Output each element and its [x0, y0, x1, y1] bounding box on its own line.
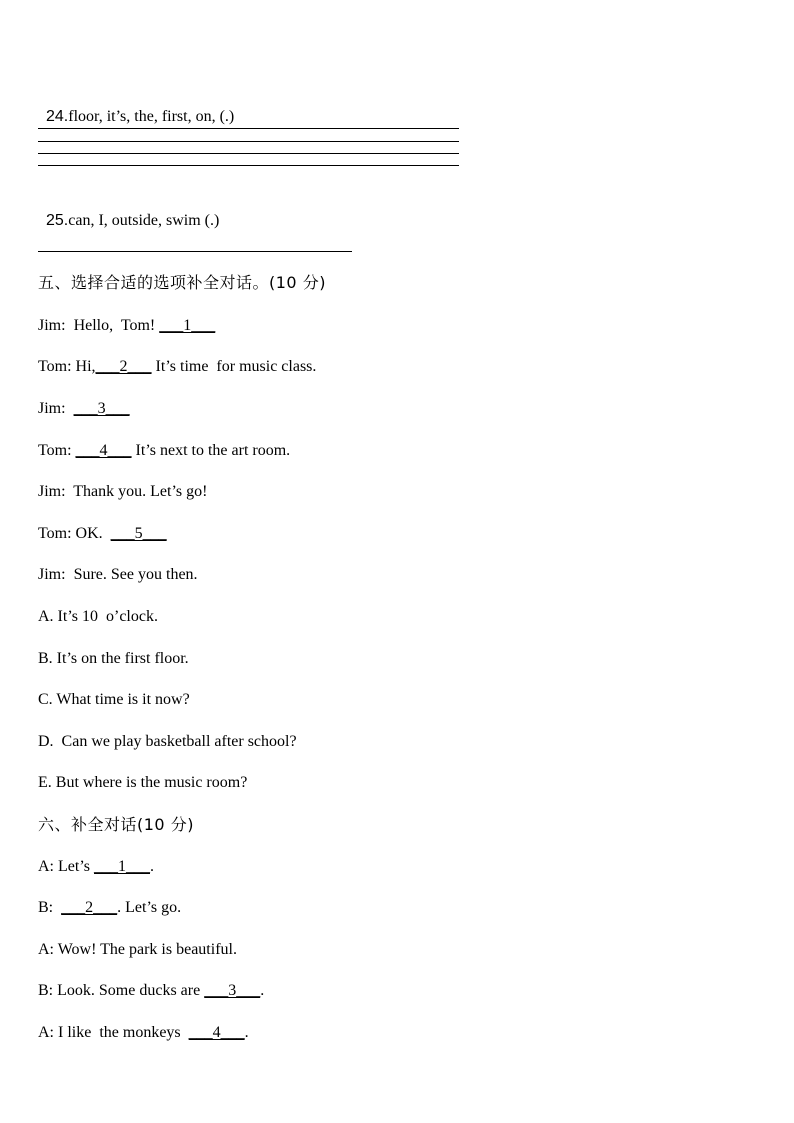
dialogue-line: Tom: Hi,___2___ It’s time for music class. — [38, 358, 317, 375]
answer-blank[interactable]: ___2___ — [95, 358, 152, 375]
answer-blank[interactable]: ___4___ — [188, 1024, 245, 1041]
dialogue-line: B: ___2___. Let’s go. — [38, 899, 182, 916]
dialogue-line: Jim: ___3___ — [38, 400, 130, 417]
question-text: can, I, outside, swim (.) — [68, 212, 220, 229]
dialogue-line: Jim: Hello, Tom! ___1___ — [38, 317, 216, 334]
answer-blank[interactable]: ___3___ — [73, 400, 130, 417]
answer-blank[interactable]: ___2___ — [61, 899, 118, 916]
option-b: B. It’s on the first floor. — [38, 650, 189, 667]
dialogue-line: Tom: OK. ___5___ — [38, 525, 167, 542]
dialogue-line: A: Let’s ___1___. — [38, 858, 154, 875]
dialogue-line: Jim: Thank you. Let’s go! — [38, 483, 208, 500]
answer-blank[interactable]: ___5___ — [110, 525, 167, 542]
dialogue-line: Jim: Sure. See you then. — [38, 566, 198, 583]
question-number: 24. — [46, 108, 69, 125]
answer-blank[interactable]: ___3___ — [204, 982, 261, 999]
question-text: floor, it’s, the, first, on, (.) — [68, 108, 235, 125]
answer-line[interactable] — [38, 251, 352, 252]
option-d: D. Can we play basketball after school? — [38, 733, 297, 750]
section-6-heading: 六、补全对话(10 分) — [38, 815, 194, 834]
dialogue-line: Tom: ___4___ It’s next to the art room. — [38, 442, 291, 459]
answer-line[interactable] — [38, 153, 459, 154]
answer-blank[interactable]: ___4___ — [75, 442, 132, 459]
answer-blank[interactable]: ___1___ — [94, 858, 150, 875]
question-24 — [38, 87, 234, 127]
question-number: 25. — [46, 212, 69, 229]
question-25 — [38, 191, 219, 231]
dialogue-line: A: I like the monkeys ___4___. — [38, 1024, 249, 1041]
answer-line[interactable] — [38, 128, 459, 129]
dialogue-line: A: Wow! The park is beautiful. — [38, 941, 237, 958]
option-c: C. What time is it now? — [38, 691, 190, 708]
answer-line[interactable] — [38, 141, 459, 142]
option-e: E. But where is the music room? — [38, 774, 248, 791]
section-5-heading: 五、选择合适的选项补全对话。(10 分) — [38, 273, 326, 292]
answer-line[interactable] — [38, 165, 459, 166]
answer-blank[interactable]: ___1___ — [159, 317, 216, 334]
option-a: A. It’s 10 o’clock. — [38, 608, 158, 625]
dialogue-line: B: Look. Some ducks are ___3___. — [38, 982, 265, 999]
